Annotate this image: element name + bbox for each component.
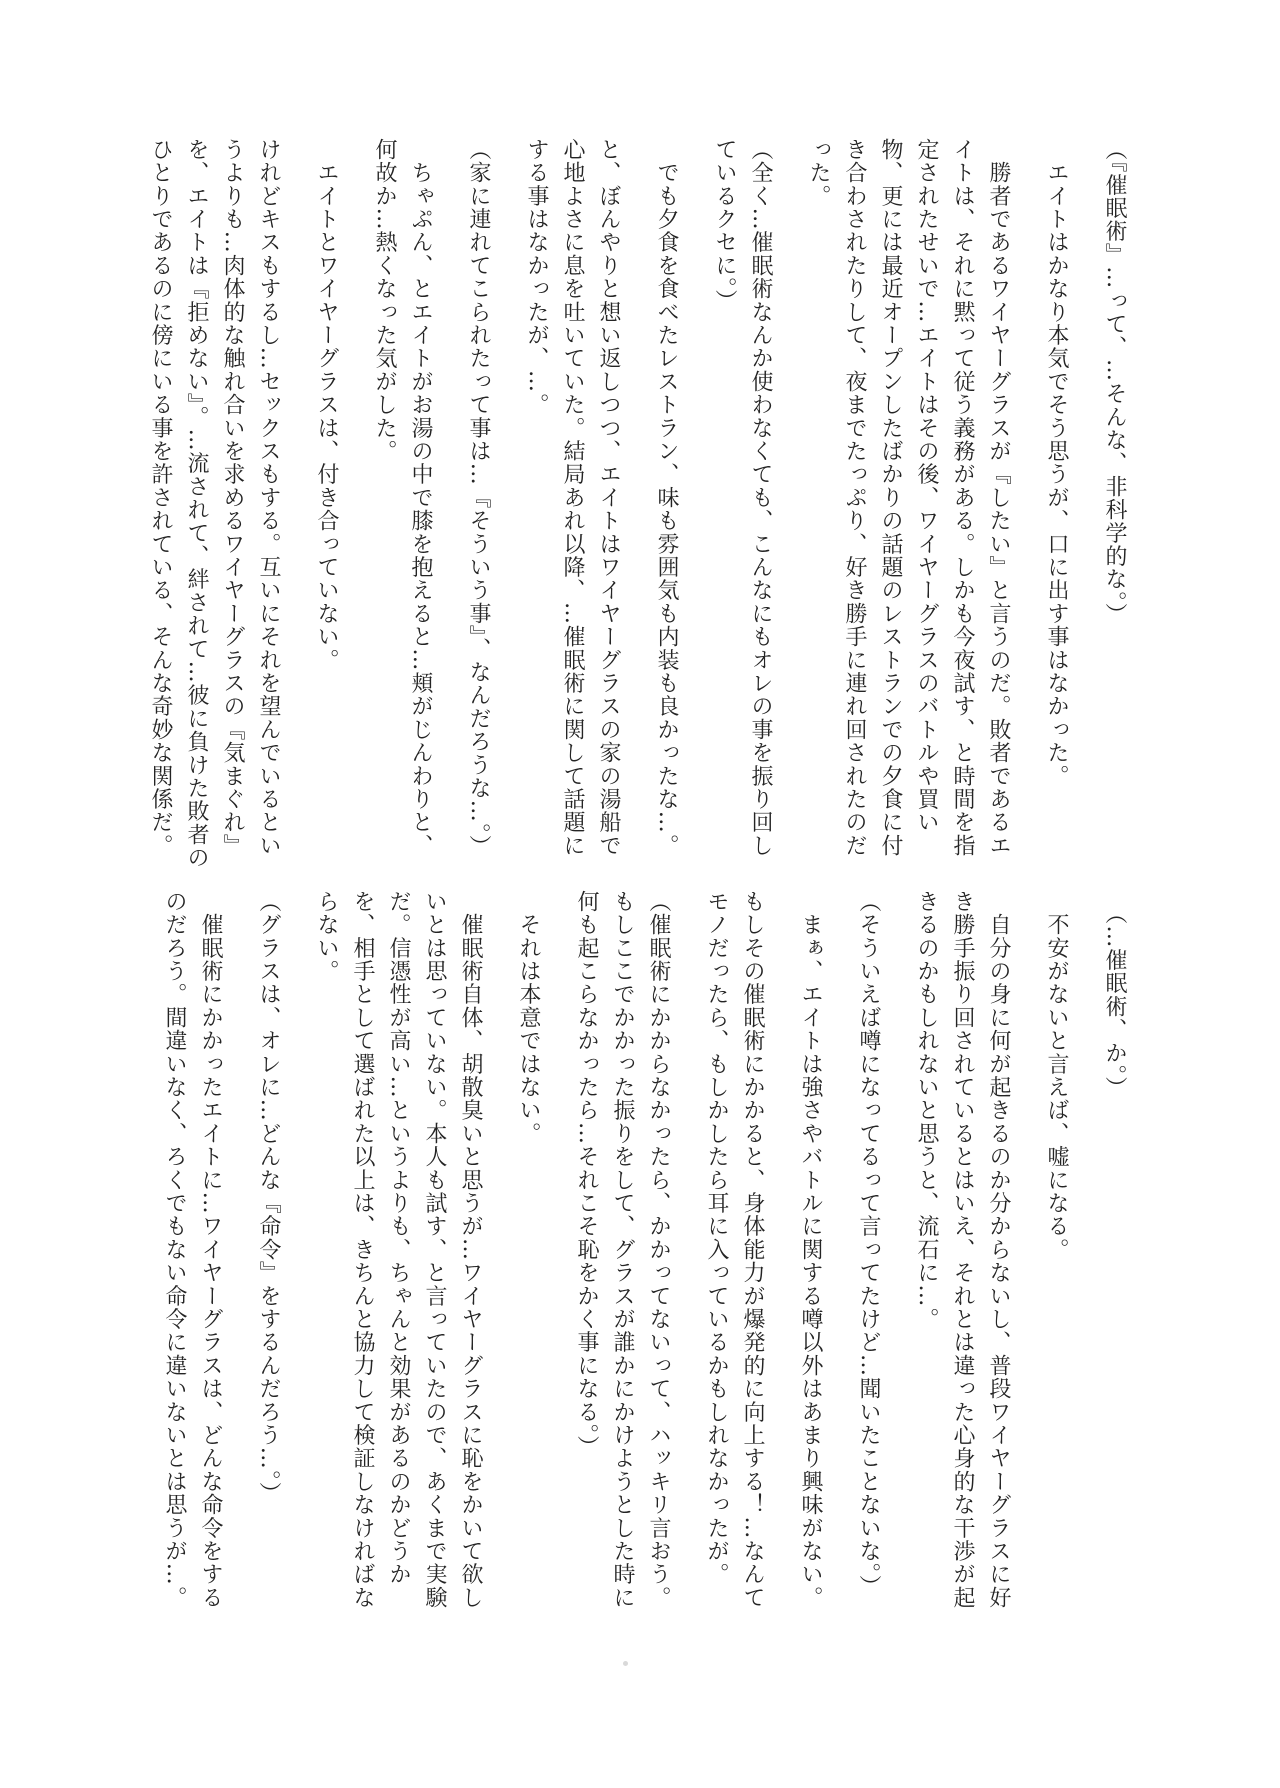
paragraph: もしその催眠術にかかると、身体能力が爆発的に向上する！…なんてモノだったら、もしかしたら耳に入っているかもしれなかったが。 <box>704 890 765 1610</box>
paragraph: （…催眠術、か。） <box>1102 890 1127 1100</box>
paragraph: それは本意ではない。 <box>516 890 541 1146</box>
paragraph: まぁ、エイトは強さやバトルに関する噂以外はあまり興味がない。 <box>798 890 823 1610</box>
paragraph: （グラスは、オレに…どんな『命令』をするんだろう…。） <box>256 890 281 1506</box>
paragraph: （そういえば噂になってるって言ってたけど…聞いたことないな。） <box>856 890 881 1599</box>
paragraph: 不安がないと言えば、嘘になる。 <box>1044 890 1069 1262</box>
paragraph: ちゃぷん、とエイトがお湯の中で膝を抱えると…頬がじんわりと、何故か…熱くなった気がした。 <box>372 138 433 858</box>
paragraph: （家に連れてこられたって事は…『そういう事』、なんだろうな…。） <box>466 138 491 859</box>
paragraph: 勝者であるワイヤーグラスが『したい』と言うのだ。敗者であるエイトは、それに黙って従う義務がある。しかも今夜試す、と時間を指定されたせいで…エイトはその後、ワイヤーグラスのバトルや買い物、更には最近オープンしたばかりの話題のレストランでの夕食に付き合わされたりして、夜までたっぷり、好き勝手に連れ回されたのだった。 <box>806 138 1011 858</box>
paragraph: 自分の身に何が起きるのか分からないし、普段ワイヤーグラスに好き勝手振り回されているとはいえ、それとは違った心身的な干渉が起きるのかもしれないと思うと、流石に…。 <box>914 890 1011 1610</box>
page-marker-dot <box>623 1661 628 1666</box>
bottom-text-block <box>87 890 1132 1625</box>
paragraph: けれどキスもするし…セックスもする。互いにそれを望んでいるというよりも…肉体的な触れ合いを求めるワイヤーグラスの『気まぐれ』を、エイトは『拒めない』。…流されて、絆されて…彼に負けた敗者のひとりであるのに傍にいる事を許されている、そんな奇妙な関係だ。 <box>148 138 281 870</box>
paragraph: （催眠術にかからなかったら、かかってないって、ハッキリ言おう。もしここでかかった振りをして、グラスが誰かにかけようとした時に何も起こらなかったら…それこそ恥をかく事になる。） <box>574 890 671 1610</box>
paragraph: （『催眠術』…って、…そんな、非科学的な。） <box>1102 138 1127 627</box>
paragraph: 催眠術自体、胡散臭いと思うが…ワイヤーグラスに恥をかいて欲しいとは思っていない。本人も試す、と言っていたので、あくまで実験だ。信憑性が高い…というよりも、ちゃんと効果があるのかどうかを、相手として選ばれた以上は、きちんと協力して検証しなければならない。 <box>314 890 483 1610</box>
top-text-block <box>87 138 1132 873</box>
paragraph: エイトとワイヤーグラスは、付き合っていない。 <box>314 138 339 672</box>
paragraph: （全く…催眠術なんか使わなくても、こんなにもオレの事を振り回しているクセに。） <box>712 138 773 858</box>
paragraph: と、ぼんやりと想い返しつつ、エイトはワイヤーグラスの家の湯船で心地よさに息を吐いていた。結局あれ以降、…催眠術に関して話題にする事はなかったが、…。 <box>524 138 621 858</box>
paragraph: 催眠術にかかったエイトに…ワイヤーグラスは、どんな命令をするのだろう。間違いなく、ろくでもない命令に違いないとは思うが…。 <box>162 890 223 1610</box>
paragraph: エイトはかなり本気でそう思うが、口に出す事はなかった。 <box>1044 138 1069 788</box>
paragraph: でも夕食を食べたレストラン、味も雰囲気も内装も良かったな…。 <box>654 138 679 858</box>
